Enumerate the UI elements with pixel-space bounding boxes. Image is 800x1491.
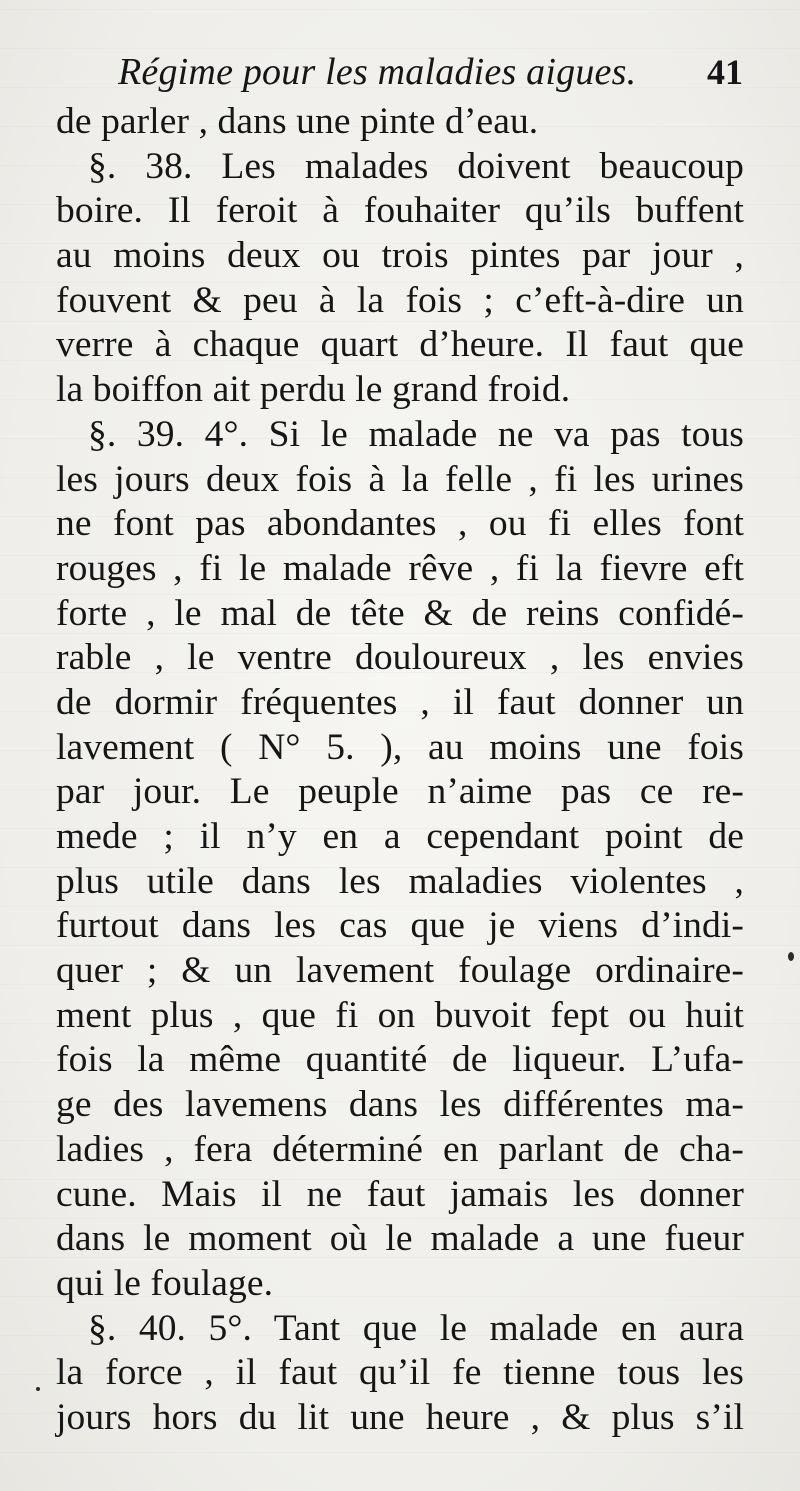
text-line: mede ; il n’y en a cependant point de <box>56 816 744 857</box>
text-line: la force , il faut qu’il fe tienne tous les <box>56 1352 744 1394</box>
page-number: 41 <box>707 52 743 92</box>
text-line: jours hors du lit une heure , & plus s’il <box>56 1396 744 1438</box>
text-line: les jours deux fois à la felle , fi les urines <box>56 458 744 500</box>
text-line: fouvent & peu à la fois ; c’eft-à-dire un <box>56 279 744 321</box>
text-line: dans le moment où le malade a une fueur <box>56 1218 744 1260</box>
text-line: ment plus , que fi on buvoit fept ou huit <box>56 994 744 1036</box>
text-line: ladies , fera déterminé en parlant de cha- <box>56 1128 744 1170</box>
text-line: ge des lavemens dans les différentes ma- <box>56 1084 744 1126</box>
ink-speck <box>36 1387 40 1391</box>
text-line: de parler , dans une pinte d’eau. <box>56 101 539 142</box>
text-line: fois la même quantité de liqueur. L’ufa- <box>56 1039 744 1081</box>
text-line: rable , le ventre douloureux , les envies <box>56 637 744 679</box>
text-line: rouges , fi le malade rêve , fi la fievre eft <box>56 547 744 589</box>
text-line: au moins deux ou trois pintes par jour , <box>56 235 744 277</box>
text-line: §. 40. 5°. Tant que le malade en aura <box>88 1307 744 1349</box>
text-line: par jour. Le peuple n’aime pas ce re- <box>56 771 744 813</box>
text-line: forte , le mal de tête & de reins confidé- <box>56 592 744 634</box>
running-title: Régime pour les maladies aigues. <box>118 51 637 93</box>
text-line: cune. Mais il ne faut jamais les donner <box>56 1173 744 1215</box>
text-line: boire. Il feroit à fouhaiter qu’ils buffent <box>56 190 744 232</box>
text-line: furtout dans les cas que je viens d’indi- <box>56 905 744 947</box>
text-line: qui le foulage. <box>56 1262 274 1304</box>
text-line: ne font pas abondantes , ou fi elles font <box>56 503 744 545</box>
text-line: lavement ( N° 5. ), au moins une fois <box>56 726 744 768</box>
text-line: §. 38. Les malades doivent beaucoup <box>88 145 744 187</box>
text-line: la boiffon ait perdu le grand froid. <box>56 369 571 411</box>
text-line: verre à chaque quart d’heure. Il faut que <box>56 324 744 366</box>
text-line: plus utile dans les maladies violentes , <box>56 860 744 902</box>
body-text <box>56 100 744 1441</box>
ink-speck <box>788 952 794 961</box>
text-line: quer ; & un lavement foulage ordinaire- <box>56 950 744 992</box>
running-header <box>118 42 743 102</box>
text-line: §. 39. 4°. Si le malade ne va pas tous <box>88 413 744 455</box>
text-line: de dormir fréquentes , il faut donner un <box>56 681 744 723</box>
